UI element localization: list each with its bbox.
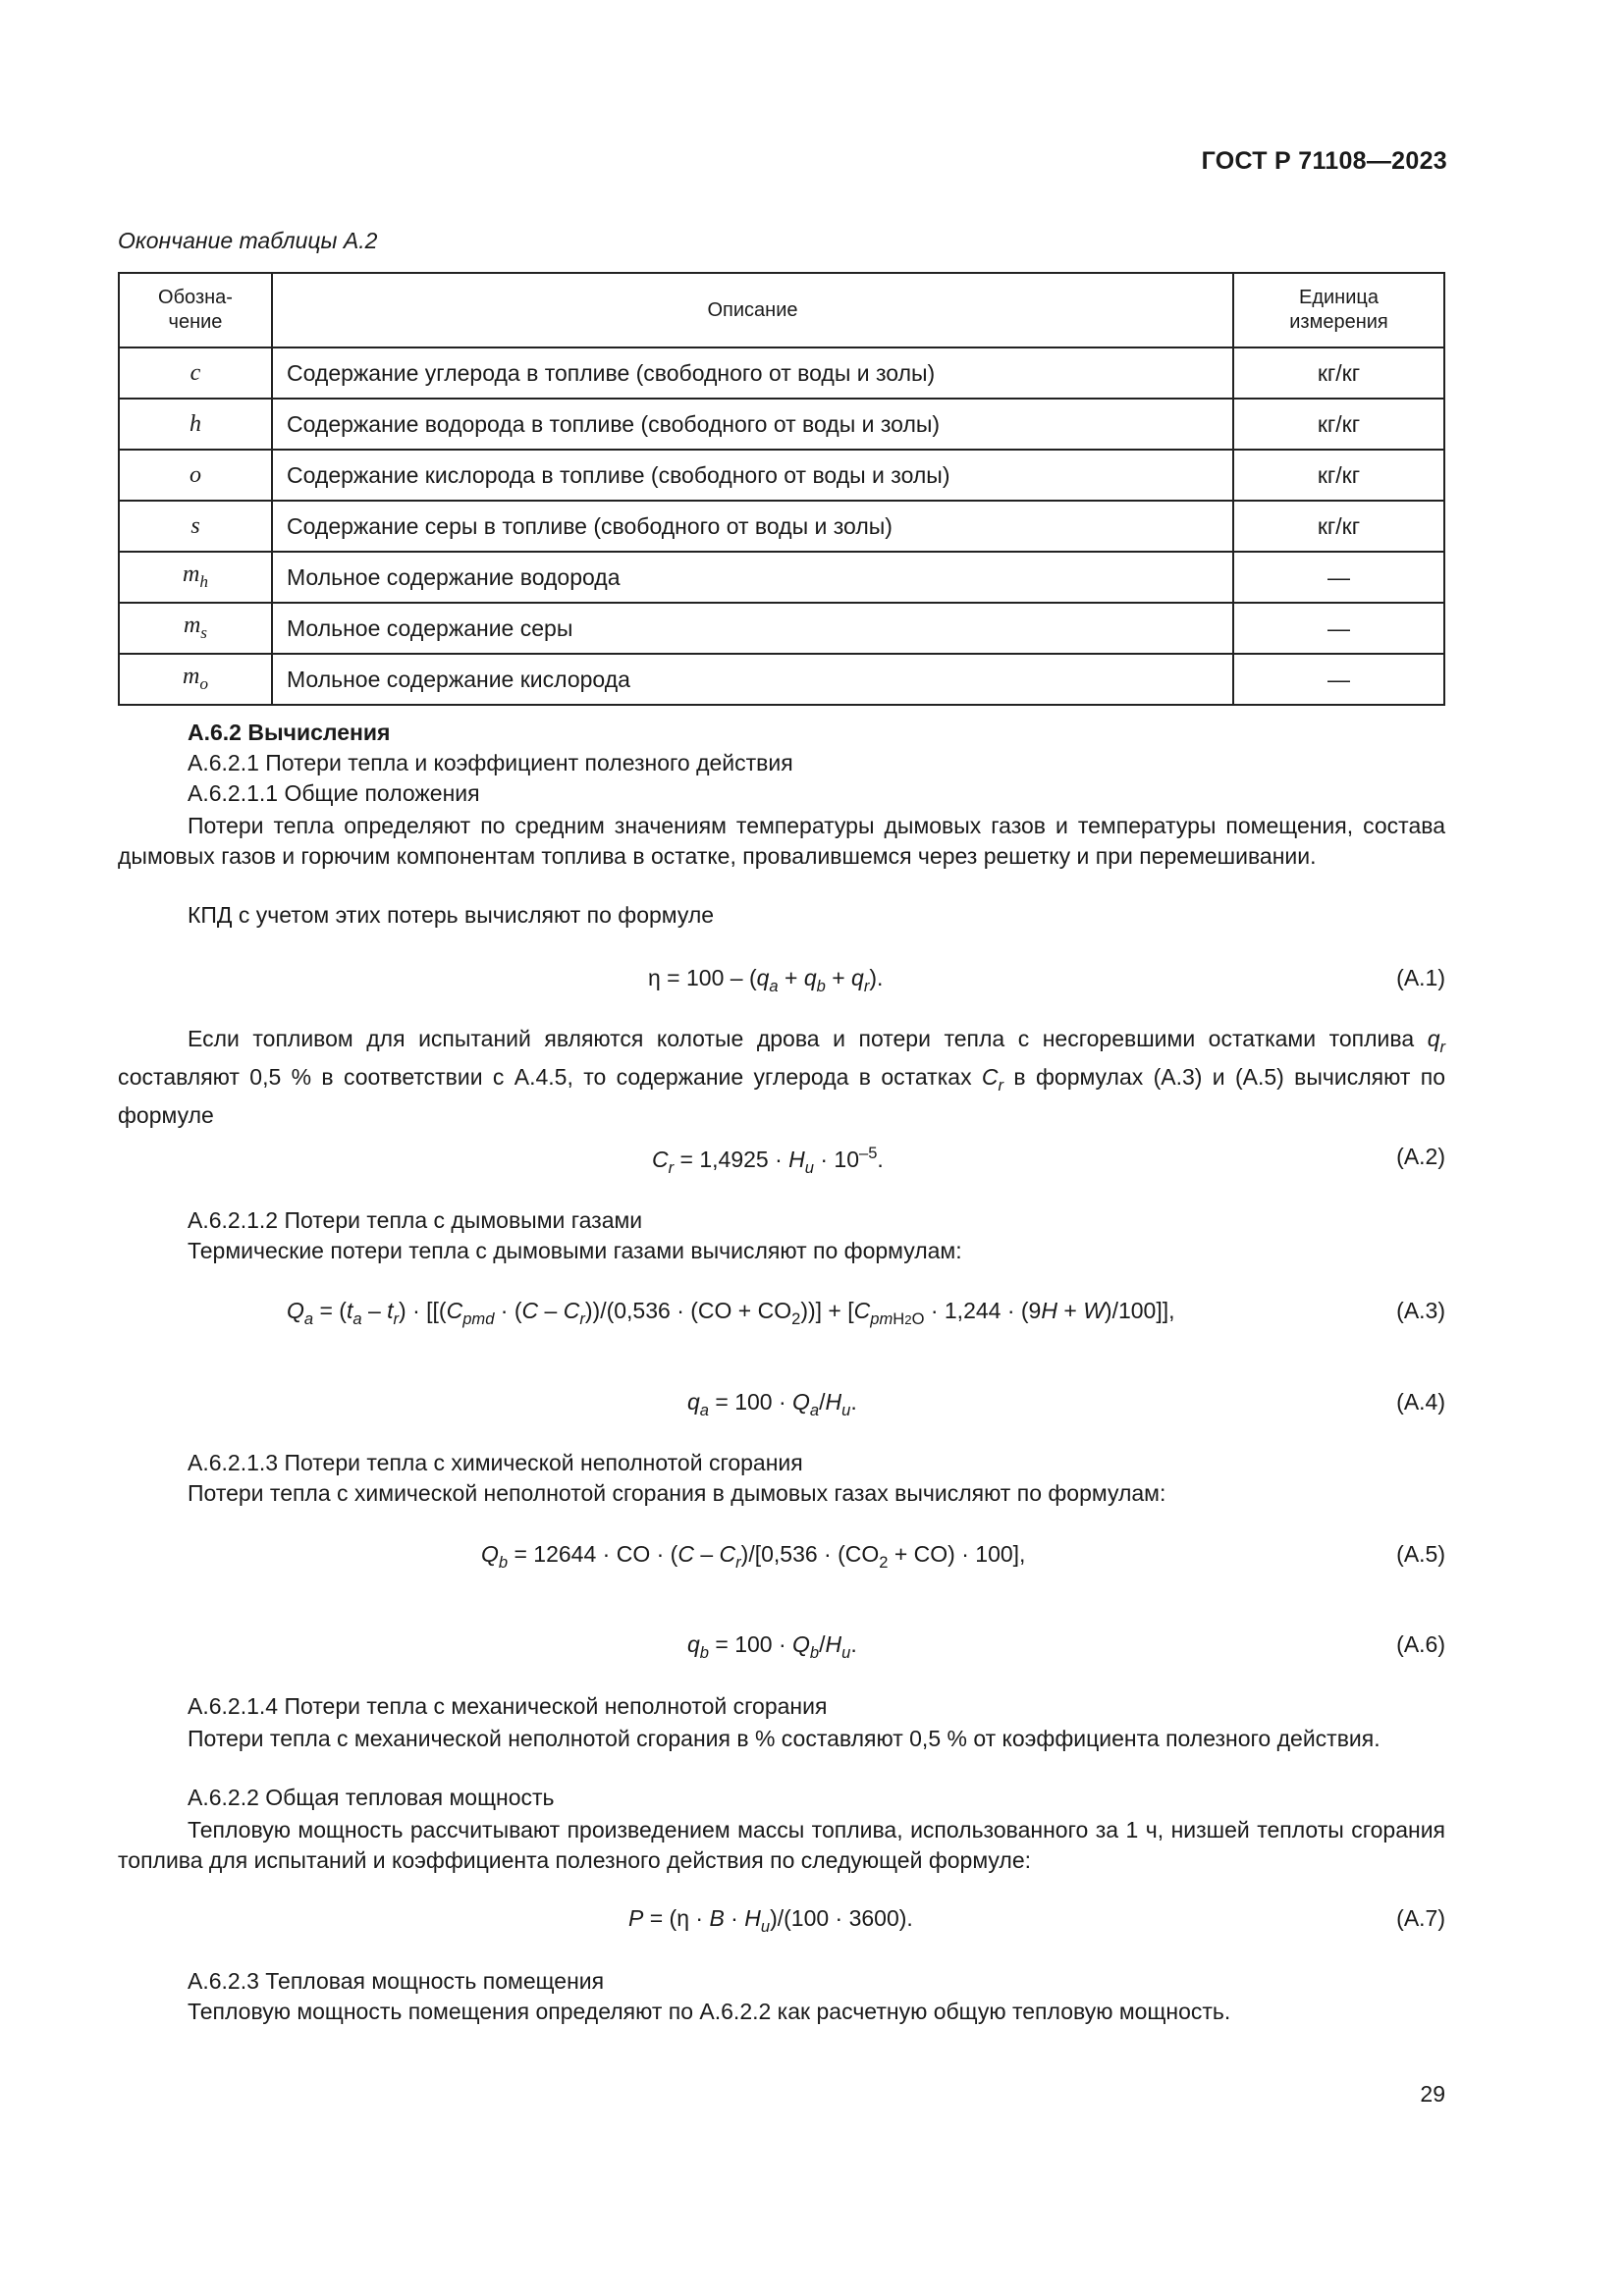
formula-number: (А.1) — [1396, 965, 1445, 990]
row-description: Мольное содержание серы — [272, 603, 1233, 654]
row-unit: — — [1233, 552, 1444, 603]
heading-a622: А.6.2.2 Общая тепловая мощность — [188, 1785, 555, 1810]
standard-designation: ГОСТ Р 71108—2023 — [1201, 147, 1447, 175]
formula-a2: $C_r = 1,4925 \cdot H_u \cdot 10^{-5}$. — [652, 1144, 884, 1177]
heading-a62: А.6.2 Вычисления — [188, 720, 391, 745]
formula-a6: $q_b = 100 \cdot Q_b/H_u$. — [687, 1631, 857, 1662]
row-description: Содержание кислорода в топливе (свободного от воды и золы) — [272, 450, 1233, 501]
row-description: Мольное содержание водорода — [272, 552, 1233, 603]
table-caption: Окончание таблицы А.2 — [118, 228, 378, 253]
row-description: Мольное содержание кислорода — [272, 654, 1233, 705]
symbol-s: s — [119, 501, 272, 552]
heading-a6214: А.6.2.1.4 Потери тепла с механической неполнотой сгорания — [188, 1693, 828, 1719]
formula-a5: $Q_b = 12644$ · CO · $(C - C_r)/[0,536 \cdot (CO_2 + CO) \cdot 100]$, — [481, 1541, 1026, 1572]
paragraph-room-power: Тепловую мощность помещения определяют по А.6.2.2 как расчетную общую тепловую мощность. — [188, 1999, 1231, 2024]
paragraph-efficiency-intro: КПД с учетом этих потерь вычисляют по формуле — [188, 902, 715, 928]
row-description: Содержание водорода в топливе (свободного от воды и золы) — [272, 399, 1233, 450]
row-unit: кг/кг — [1233, 347, 1444, 399]
formula-a3: $Q_a = (t_a - t_r) \cdot [[(C_{pmd} \cdot (C - C_r))/(0,536 \cdot (CO + CO_2))] + [C_{pmH2O} \cdot 1,244 \cdot (9H + W)/100]]$, — [287, 1298, 1175, 1328]
paragraph-flue-gas-losses: Термические потери тепла с дымовыми газами вычисляют по формулам: — [188, 1238, 962, 1263]
paragraph-total-power: Тепловую мощность рассчитывают произведением массы топлива, использованного за 1 ч, низшей теплоты сгорания топлива для испытаний и коэффициента полезного действия по следующей формуле: — [118, 1817, 1445, 1873]
row-description: Содержание серы в топливе (свободного от воды и золы) — [272, 501, 1233, 552]
table-row — [119, 501, 1444, 552]
table-row — [119, 552, 1444, 603]
row-unit: кг/кг — [1233, 501, 1444, 552]
table-header-row — [119, 273, 1444, 347]
symbol-mh: $m_h$ — [119, 552, 272, 603]
heading-a623: А.6.2.3 Тепловая мощность помещения — [188, 1968, 605, 1994]
header-description: Описание — [272, 273, 1233, 347]
formula-a4: $q_a = 100 \cdot Q_a/H_u$. — [687, 1389, 857, 1419]
table-row — [119, 347, 1444, 399]
paragraph-heat-losses: Потери тепла определяют по средним значениям температуры дымовых газов и температуры помещения, состава дымовых газов и горючим компонентам топлива в остатке, провалившемся через решетку и при перемешивании. — [118, 813, 1445, 869]
formula-number: (А.3) — [1396, 1298, 1445, 1323]
definitions-table — [118, 272, 1445, 706]
row-unit: — — [1233, 654, 1444, 705]
formula-a1: $\eta = 100 - (q_a + q_b + q_r)$. — [648, 965, 884, 995]
symbol-ms: $m_s$ — [119, 603, 272, 654]
symbol-mo: $m_o$ — [119, 654, 272, 705]
symbol-o: o — [119, 450, 272, 501]
paragraph-chemical-losses: Потери тепла с химической неполнотой сгорания в дымовых газах вычисляют по формулам: — [188, 1480, 1166, 1506]
table-row — [119, 654, 1444, 705]
formula-number: (А.7) — [1396, 1905, 1445, 1931]
symbol-c: c — [119, 347, 272, 399]
paragraph-mechanical-losses: Потери тепла с механической неполнотой сгорания в % составляют 0,5 % от коэффициента полезного действия. — [188, 1726, 1380, 1751]
heading-a6211: А.6.2.1.1 Общие положения — [188, 780, 480, 806]
row-unit: кг/кг — [1233, 399, 1444, 450]
table-row — [119, 399, 1444, 450]
symbol-h: h — [119, 399, 272, 450]
formula-number: (А.2) — [1396, 1144, 1445, 1169]
formula-number: (А.4) — [1396, 1389, 1445, 1415]
heading-a6212: А.6.2.1.2 Потери тепла с дымовыми газами — [188, 1207, 643, 1233]
formula-number: (А.5) — [1396, 1541, 1445, 1567]
heading-a621: А.6.2.1 Потери тепла и коэффициент полезного действия — [188, 750, 793, 775]
table-row — [119, 603, 1444, 654]
table-row — [119, 450, 1444, 501]
formula-number: (А.6) — [1396, 1631, 1445, 1657]
heading-a6213: А.6.2.1.3 Потери тепла с химической неполнотой сгорания — [188, 1450, 803, 1475]
formula-a7: $P = (\eta \cdot B \cdot H_u)/(100 \cdot 3600)$. — [628, 1905, 913, 1936]
page-number: 29 — [1420, 2081, 1445, 2107]
header-unit: Единица измерения — [1233, 273, 1444, 347]
header-symbol: Обозна-чение — [119, 273, 272, 347]
row-unit: кг/кг — [1233, 450, 1444, 501]
row-description: Содержание углерода в топливе (свободного от воды и золы) — [272, 347, 1233, 399]
paragraph-carbon-content: Если топливом для испытаний являются колотые дрова и потери тепла с несгоревшими остатками топлива $q_r$ составляют 0,5 % в соответствии с А.4.5, то содержание углерода в остатках $C_r$ в формулах (А.3) и (А.5) вычисляют по формуле — [118, 1026, 1445, 1128]
row-unit: — — [1233, 603, 1444, 654]
